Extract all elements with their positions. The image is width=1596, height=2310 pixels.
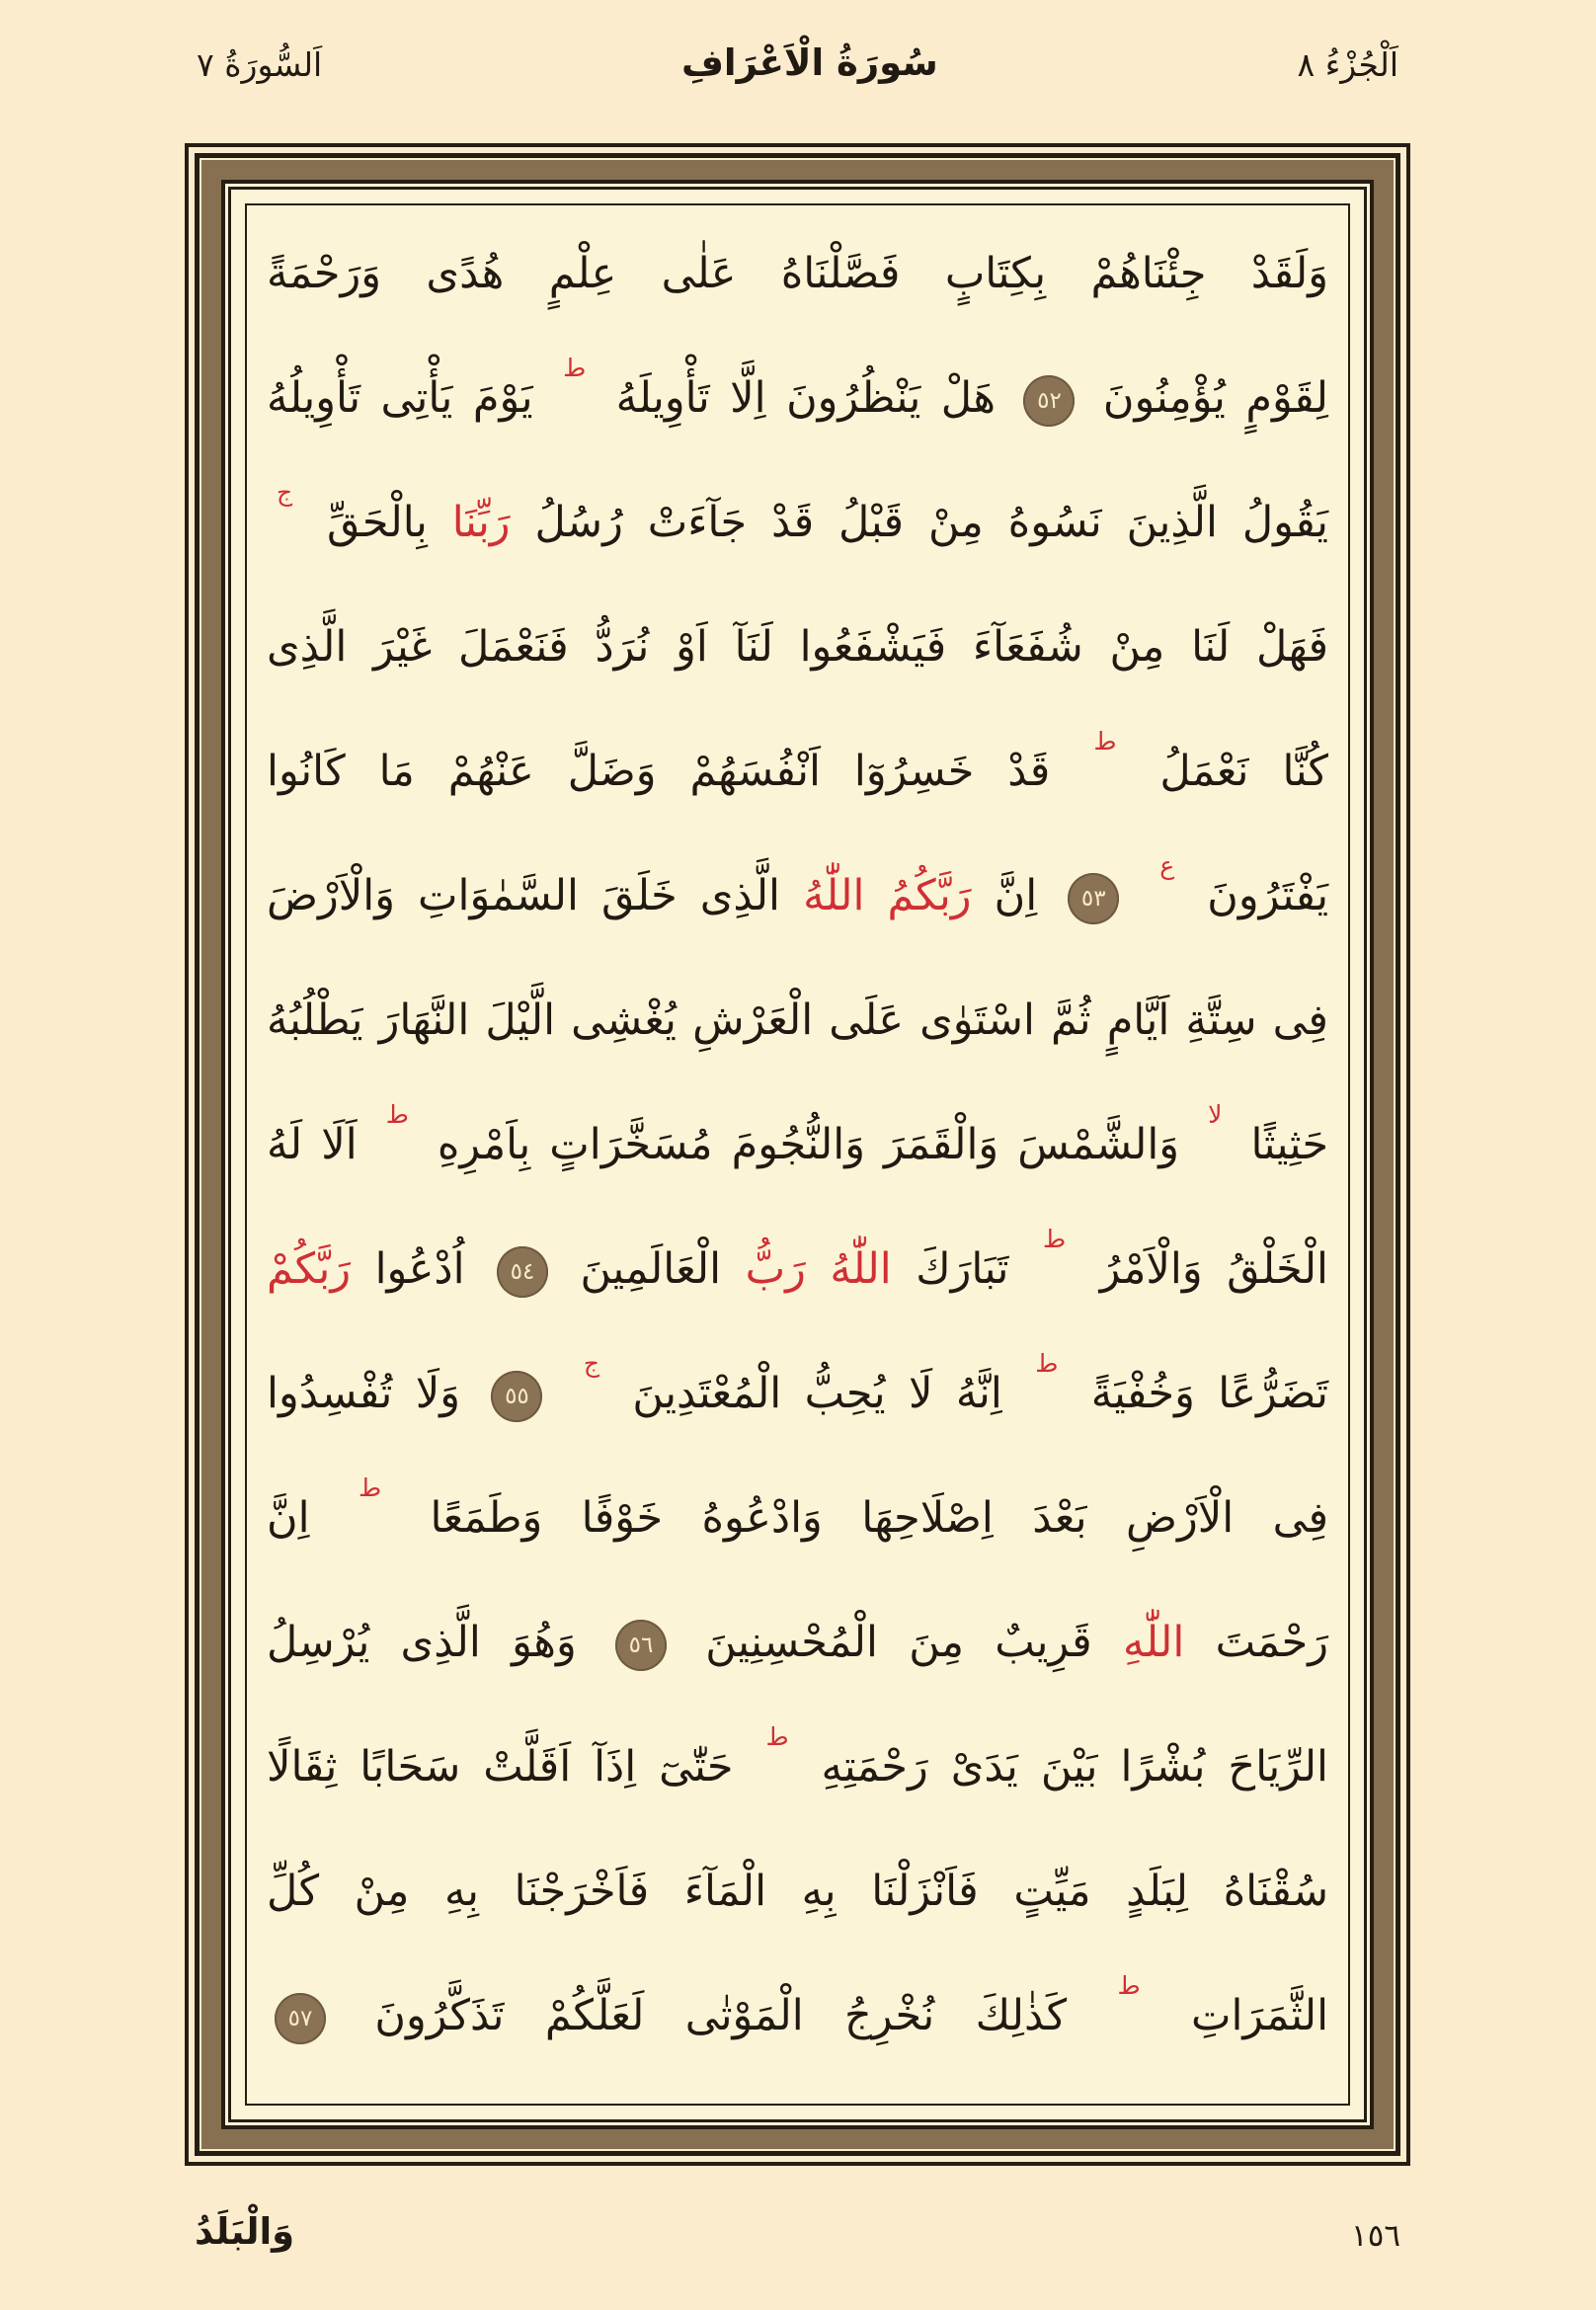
verse-text: بِالْحَقِّ	[327, 498, 428, 547]
verse-text: لِقَوْمٍ يُؤْمِنُونَ	[1102, 373, 1329, 423]
verse-number-badge: ٥٧	[275, 1993, 326, 2044]
quran-line: يَقُولُ الَّذِينَ نَسُوهُ مِنْ قَبْلُ قَدْ جَآءَتْ رُسُلُ رَبِّنَا بِالْحَقِّ ج	[277, 478, 1329, 547]
verse-text: قَرِيبٌ مِنَ الْمُحْسِنِينَ	[705, 1618, 1092, 1667]
verse-text: يَفْتَرُونَ	[1207, 871, 1329, 920]
quran-line: كُنَّا نَعْمَلُ ط قَدْ خَسِرُوٓا اَنْفُسَهُمْ وَضَلَّ عَنْهُمْ مَا كَانُوا	[267, 727, 1329, 796]
verse-text: هَلْ يَنْظُرُونَ اِلَّا تَأْوِيلَهُ	[615, 373, 997, 423]
quran-line: الرِّيَاحَ بُشْرًا بَيْنَ يَدَىْ رَحْمَتِهِ ط حَتّٰىٓ اِذَآ اَقَلَّتْ سَحَابًا ثِقَالًا	[267, 1722, 1329, 1792]
verse-text: اِنَّ	[994, 871, 1038, 920]
verse-text: كَذٰلِكَ نُخْرِجُ الْمَوْتٰى لَعَلَّكُمْ تَذَكَّرُونَ	[374, 1991, 1068, 2040]
ornamental-frame-fourth	[228, 187, 1367, 2122]
verse-text: تَضَرُّعًا وَخُفْيَةً	[1090, 1369, 1329, 1418]
quran-line: يَفْتَرُونَ ع ٥٣ اِنَّ رَبَّكُمُ اللّٰهُ الَّذِى خَلَقَ السَّمٰوَاتِ وَالْاَرْضَ	[267, 834, 1328, 958]
verse-text: الثَّمَرَاتِ	[1190, 1991, 1329, 2040]
verse-text: فِى سِتَّةِ اَيَّامٍ ثُمَّ اسْتَوٰى عَلَى الْعَرْشِ يُغْشِى الَّيْلَ النَّهَارَ يَطْلُبُهُ	[267, 996, 1328, 1045]
verse-text: اُدْعُوا	[374, 1244, 465, 1294]
quran-line: فِى الْاَرْضِ بَعْدَ اِصْلَاحِهَا وَادْعُوهُ خَوْفًا وَطَمَعًا ط اِنَّ	[267, 1474, 1329, 1543]
verse-text: فَهَلْ لَنَا مِنْ شُفَعَآءَ فَيَشْفَعُوا لَنَآ اَوْ نُرَدُّ فَنَعْمَلَ غَيْرَ الَّذِى	[267, 622, 1328, 672]
quran-line: تَضَرُّعًا وَخُفْيَةً ط اِنَّهُ لَا يُحِبُّ الْمُعْتَدِينَ ج ٥٥ وَلَا تُفْسِدُوا	[267, 1331, 1328, 1456]
quran-line	[267, 1580, 1328, 1705]
verse-text: يَقُولُ الَّذِينَ نَسُوهُ مِنْ قَبْلُ قَدْ جَآءَتْ رُسُلُ	[534, 498, 1329, 547]
verse-text: اِنَّ	[267, 1493, 310, 1543]
quran-lines	[245, 203, 1350, 2106]
ornamental-frame-outer	[185, 143, 1410, 2166]
quran-line	[267, 1829, 1328, 1953]
verse-text: وَالشَّمْسَ وَالْقَمَرَ وَالنُّجُومَ مُسَخَّرَاتٍ بِاَمْرِهِ	[437, 1120, 1180, 1169]
quran-line: الْخَلْقُ وَالْاَمْرُ ط تَبَارَكَ اللّٰهُ رَبُّ الْعَالَمِينَ ٥٤ اُدْعُوا رَبَّكُمْ	[267, 1207, 1328, 1331]
page-footer	[185, 2210, 1410, 2254]
verse-text: رَحْمَتَ	[1215, 1618, 1329, 1667]
verse-text: الْعَالَمِينَ	[580, 1244, 722, 1294]
verse-text: حَثِيثًا	[1250, 1120, 1329, 1169]
verse-text: تَبَارَكَ	[916, 1244, 1009, 1294]
page-header	[185, 41, 1410, 84]
verse-text: اَلَا لَهُ	[267, 1120, 358, 1169]
verse-text: رَبَّكُمْ	[267, 1244, 352, 1294]
juz-label: اَلْجُزْءُ ٨	[1297, 45, 1398, 84]
verse-text: اللّٰهِ	[1122, 1618, 1185, 1667]
verse-number-badge: ٥٥	[491, 1371, 542, 1422]
quran-line	[267, 211, 1328, 336]
verse-text: رَبَّكُمُ اللّٰهُ	[803, 871, 972, 920]
verse-number-badge: ٥٣	[1068, 873, 1119, 924]
page-number: ١٥٦	[1351, 2218, 1400, 2254]
surah-title: سُورَةُ الْاَعْرَافِ	[680, 41, 938, 84]
ornamental-frame-second	[195, 153, 1400, 2156]
quran-line: الثَّمَرَاتِ ط كَذٰلِكَ نُخْرِجُ الْمَوْتٰى لَعَلَّكُمْ تَذَكَّرُونَ ٥٧	[267, 1953, 1328, 2078]
verse-text: رَبِّنَا	[451, 498, 511, 547]
verse-number-badge: ٥٦	[615, 1620, 667, 1671]
verse-text: يَوْمَ يَأْتِى تَأْوِيلُهُ	[267, 373, 533, 423]
verse-text: الرِّيَاحَ بُشْرًا بَيْنَ يَدَىْ رَحْمَتِهِ	[821, 1742, 1329, 1792]
verse-text: الَّذِى خَلَقَ السَّمٰوَاتِ وَالْاَرْضَ	[267, 871, 781, 920]
verse-text: فِى الْاَرْضِ بَعْدَ اِصْلَاحِهَا وَادْعُوهُ خَوْفًا وَطَمَعًا	[430, 1493, 1329, 1543]
verse-text: الْخَلْقُ وَالْاَمْرُ	[1099, 1244, 1328, 1294]
verse-text: اللّٰهُ رَبُّ	[745, 1244, 892, 1294]
verse-text: قَدْ خَسِرُوٓا اَنْفُسَهُمْ وَضَلَّ عَنْهُمْ مَا كَانُوا	[267, 747, 1051, 796]
ornamental-frame-third	[221, 180, 1374, 2129]
quran-line: لِقَوْمٍ يُؤْمِنُونَ ٥٢ هَلْ يَنْظُرُونَ اِلَّا تَأْوِيلَهُ ط يَوْمَ يَأْتِى تَأْوِيلُهُ	[267, 336, 1328, 460]
verse-text: سُقْنَاهُ لِبَلَدٍ مَيِّتٍ فَاَنْزَلْنَا بِهِ الْمَآءَ فَاَخْرَجْنَا بِهِ مِنْ كُلِّ	[267, 1867, 1328, 1916]
quran-line	[267, 585, 1328, 709]
surah-number-label: اَلسُّورَةُ ٧	[197, 45, 323, 84]
catchword-next-surah: وَالْبَلَدُ	[195, 2210, 295, 2253]
verse-number-badge: ٥٢	[1023, 375, 1075, 427]
verse-text: كُنَّا نَعْمَلُ	[1159, 747, 1329, 796]
verse-number-badge: ٥٤	[497, 1246, 548, 1298]
quran-line: حَثِيثًا لا وَالشَّمْسَ وَالْقَمَرَ وَالنُّجُومَ مُسَخَّرَاتٍ بِاَمْرِهِ ط اَلَا لَهُ	[267, 1100, 1329, 1169]
verse-text: حَتّٰىٓ اِذَآ اَقَلَّتْ سَحَابًا ثِقَالًا	[267, 1742, 734, 1792]
verse-text: وَلَقَدْ جِئْنَاهُمْ بِكِتَابٍ فَصَّلْنَاهُ عَلٰى عِلْمٍ هُدًى وَرَحْمَةً	[267, 249, 1328, 298]
ornamental-frame-band	[201, 160, 1394, 2149]
verse-text: وَلَا تُفْسِدُوا	[267, 1369, 461, 1418]
quran-line	[267, 958, 1328, 1082]
verse-text: وَهُوَ الَّذِى يُرْسِلُ	[267, 1618, 577, 1667]
verse-text: اِنَّهُ لَا يُحِبُّ الْمُعْتَدِينَ	[632, 1369, 1002, 1418]
